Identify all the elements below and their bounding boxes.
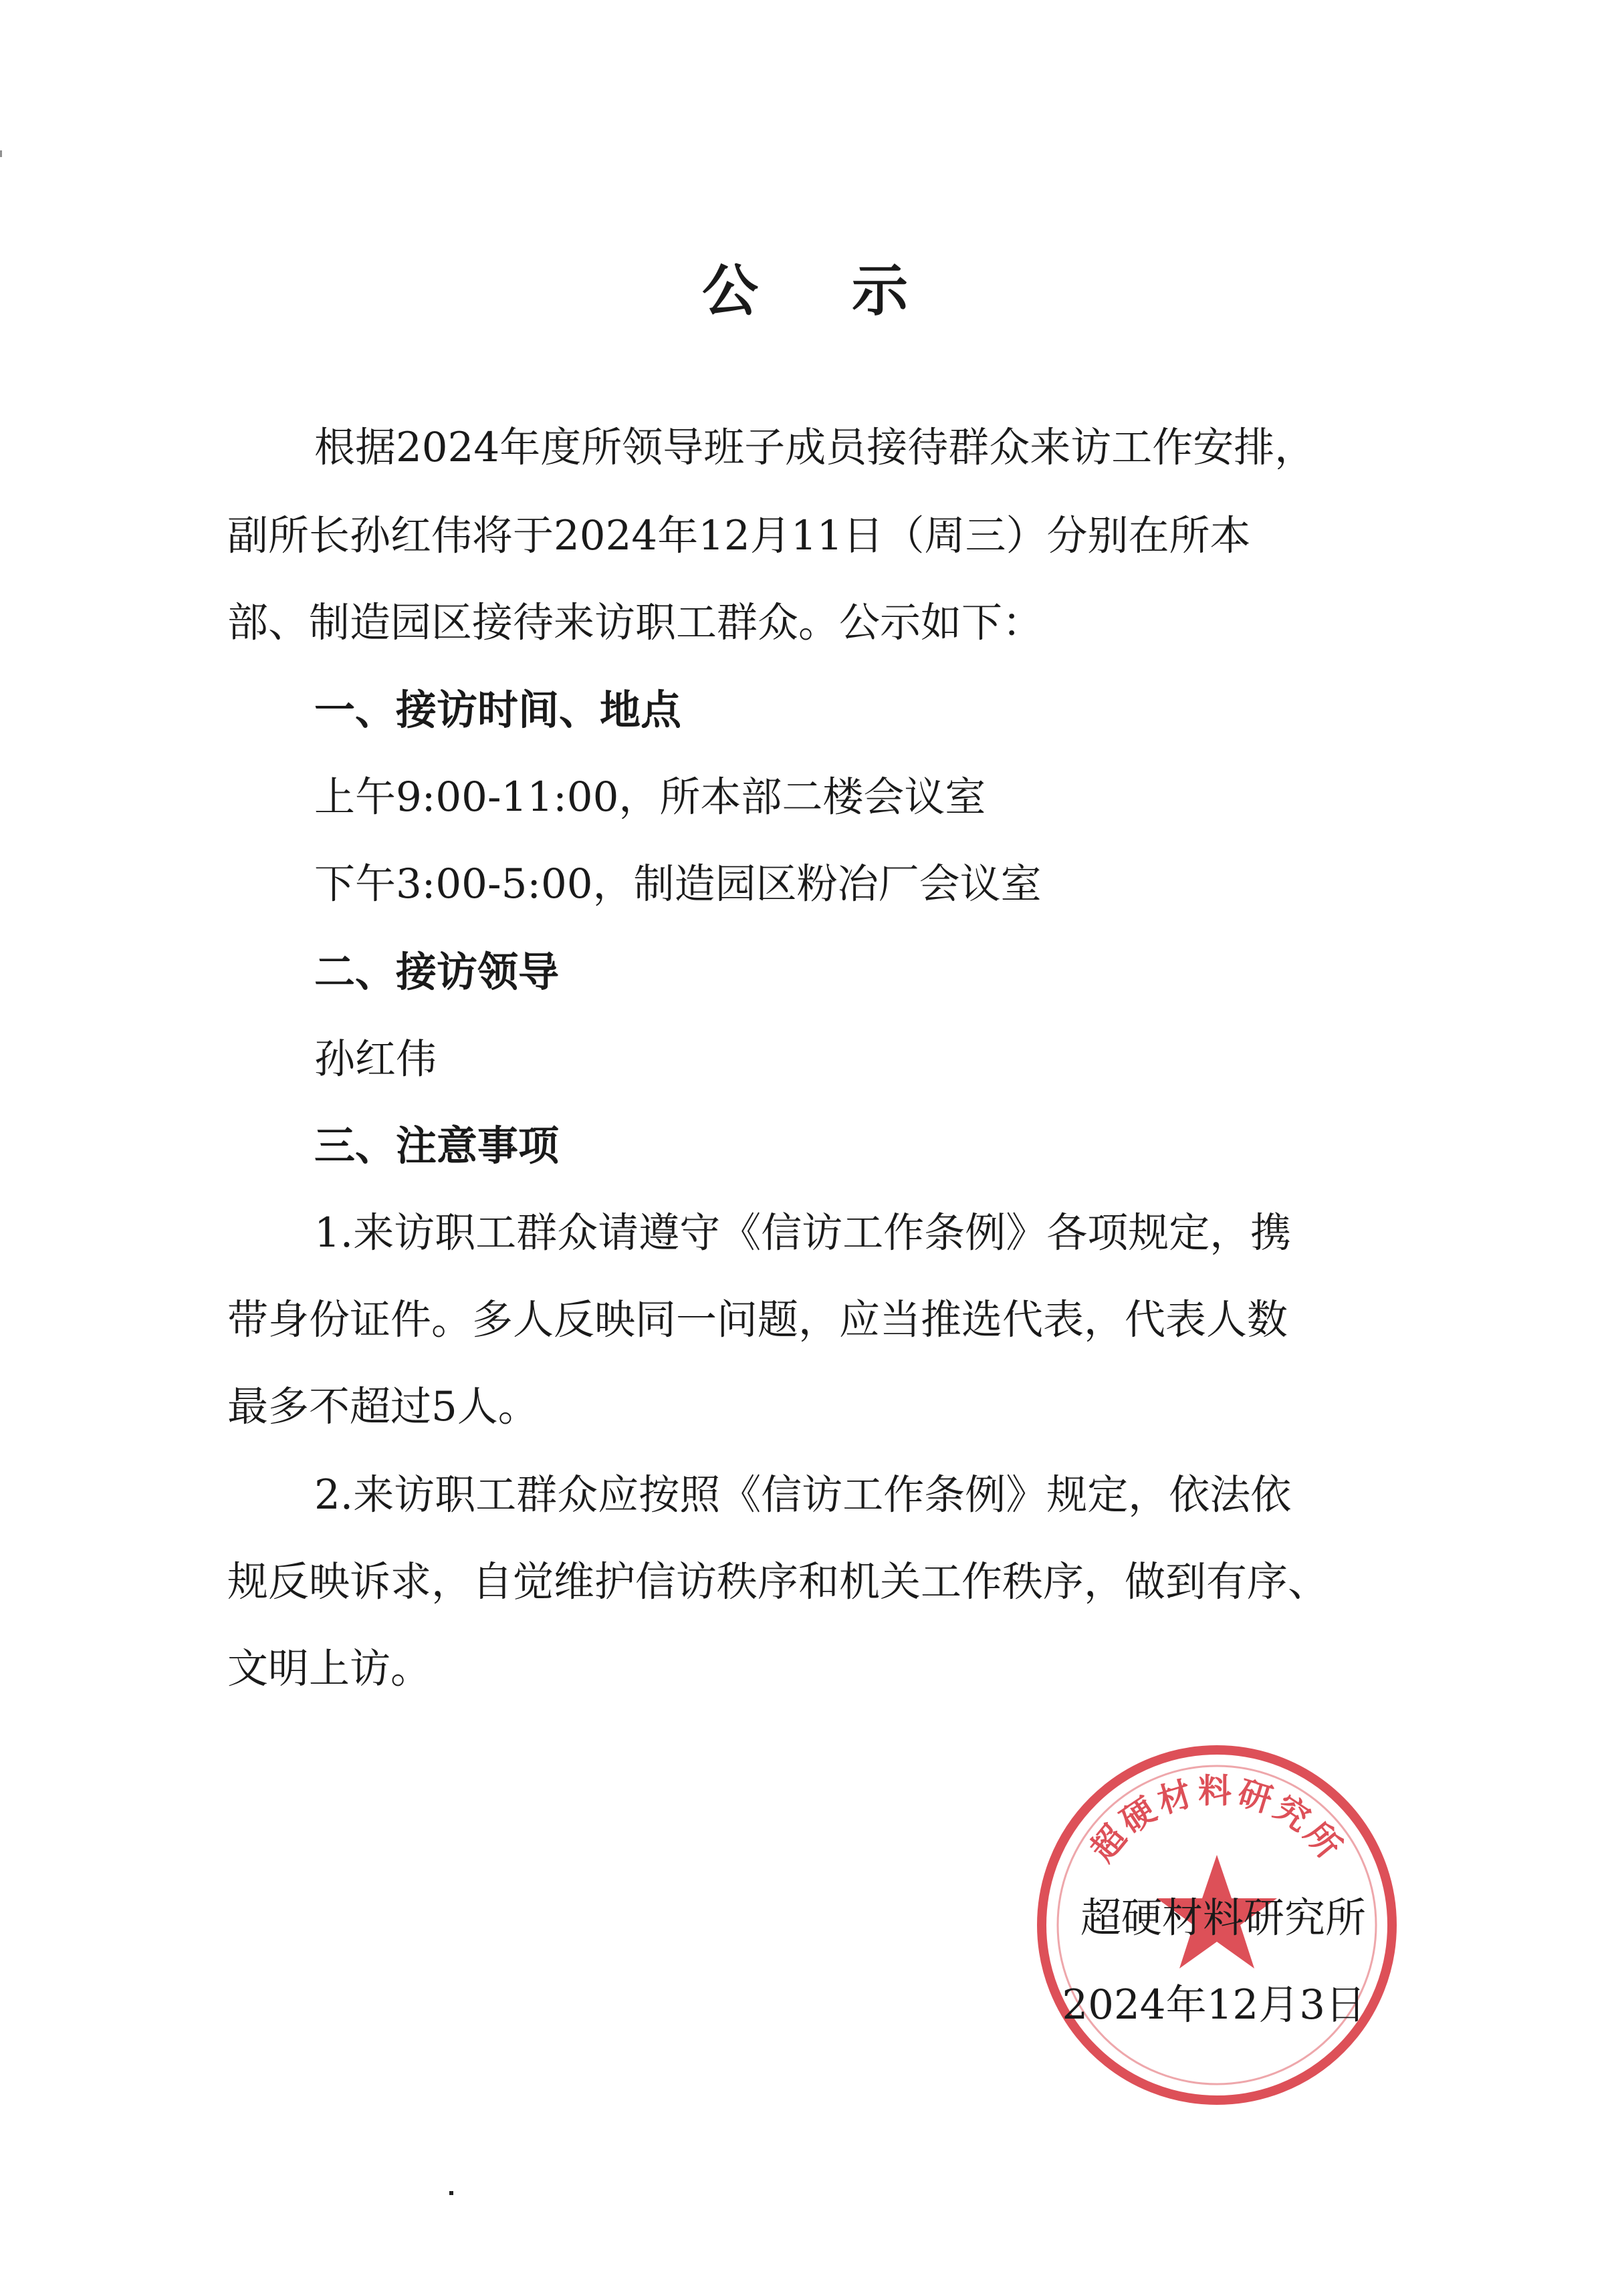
- note-2-line-3: 文明上访。: [227, 1645, 432, 1692]
- scan-speck: [0, 150, 2, 157]
- signing-date: 2024年12月3日: [1062, 1981, 1366, 2029]
- scan-speck: [449, 2191, 453, 2195]
- section-3-heading: 三、注意事项: [314, 1122, 560, 1170]
- intro-line-1: 根据2024年度所领导班子成员接待群众来访工作安排，: [314, 424, 1316, 471]
- note-1-line-2: 带身份证件。多人反映同一问题，应当推选代表，代表人数: [227, 1296, 1288, 1344]
- reception-leader: 孙红伟: [314, 1035, 437, 1083]
- svg-text:超硬材料研究所: 超硬材料研究所: [1082, 1771, 1351, 1869]
- notice-title: 公示: [701, 258, 1002, 324]
- note-1-line-3: 最多不超过5人。: [227, 1383, 539, 1430]
- note-2-line-1: 2.来访职工群众应按照《信访工作条例》规定，依法依: [314, 1471, 1292, 1519]
- signing-organization: 超硬材料研究所: [1080, 1894, 1366, 1942]
- section-1-heading: 一、接访时间、地点: [314, 686, 682, 734]
- schedule-afternoon: 下午3:00-5:00，制造园区粉冶厂会议室: [314, 860, 1042, 908]
- note-2-line-2: 规反映诉求，自觉维护信访秩序和机关工作秩序，做到有序、: [227, 1558, 1329, 1606]
- section-2-heading: 二、接访领导: [314, 948, 560, 996]
- intro-line-2: 副所长孙红伟将于2024年12月11日（周三）分别在所本: [227, 512, 1251, 559]
- schedule-morning: 上午9:00-11:00，所本部二楼会议室: [314, 773, 986, 821]
- intro-line-3: 部、制造园区接待来访职工群众。公示如下：: [227, 599, 1044, 646]
- note-1-line-1: 1.来访职工群众请遵守《信访工作条例》各项规定，携: [314, 1209, 1292, 1257]
